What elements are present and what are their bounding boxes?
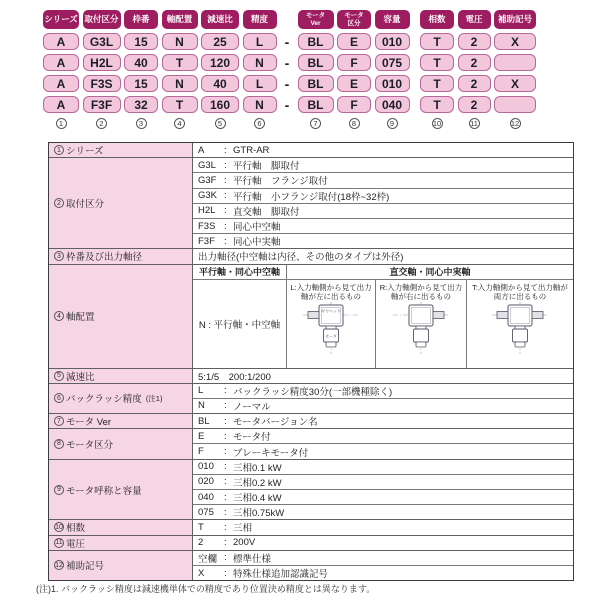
- column-number-badge: 1: [56, 118, 67, 129]
- code-value-cell: T: [162, 96, 198, 113]
- code-value-cell: N: [243, 54, 277, 71]
- spec-row-label-text: 減速比: [66, 371, 95, 383]
- item-description: 同心中空軸: [233, 222, 281, 234]
- item-colon: :: [224, 430, 227, 442]
- spec-item-row: [193, 414, 573, 428]
- item-colon: :: [224, 491, 227, 503]
- spec-row-group: [49, 428, 573, 458]
- model-code-column: [298, 10, 334, 130]
- n-arrangement-text: N : 平行軸・中空軸: [198, 319, 281, 331]
- column-number-row: [298, 118, 334, 130]
- code-column-header: [162, 10, 198, 29]
- model-code-table: [43, 10, 536, 130]
- code-column-header-line: 電圧: [465, 13, 483, 24]
- spec-item-row: [193, 203, 573, 218]
- gearmotor-diagram-both: [491, 301, 549, 355]
- shaft-config-header-row: [193, 265, 573, 280]
- shaft-arrangement-cell: [467, 280, 573, 368]
- code-column-header: [243, 10, 277, 29]
- column-number-row: [494, 118, 536, 130]
- code-value-cell: 32: [124, 96, 158, 113]
- code-value-cell: 2: [458, 33, 491, 50]
- spec-row-content: [193, 414, 573, 428]
- spec-item-row: [193, 172, 573, 187]
- spec-item-row: [193, 218, 573, 233]
- shaft-arrangement-cell: [287, 280, 376, 368]
- code-value-cell: G3L: [83, 33, 121, 50]
- model-code-column: [494, 10, 536, 130]
- code-value-cell: T: [420, 33, 454, 50]
- spec-row-label: [49, 265, 193, 368]
- row-number-badge: 10: [55, 523, 63, 531]
- item-code: 空欄: [198, 553, 218, 565]
- code-column-header: [337, 10, 371, 29]
- spec-row-content: [193, 460, 573, 520]
- code-value-cell: 010: [375, 75, 410, 92]
- spec-row-label: [49, 158, 193, 248]
- spec-row-label-text: 枠番及び出力軸径: [66, 252, 143, 264]
- spec-row-label-text: モータ Ver: [66, 417, 112, 429]
- item-description: ブレーキモータ付: [233, 447, 309, 459]
- item-description: 三相: [233, 523, 253, 535]
- column-number-row: [243, 118, 277, 130]
- item-colon: :: [224, 521, 227, 533]
- spec-row-content: [193, 249, 573, 263]
- column-number-row: [43, 118, 79, 130]
- item-code: G3F: [198, 174, 217, 186]
- spec-row-group: [49, 459, 573, 520]
- item-code: G3L: [198, 159, 216, 171]
- row-number-badge: 1: [54, 145, 64, 155]
- item-description: 平行軸 小フランジ取付(18枠~32枠): [233, 191, 390, 203]
- spec-row-label-text: 取付区分: [66, 199, 105, 211]
- svg-text:ギヤヘッド: ギヤヘッド: [321, 308, 341, 314]
- item-code: F3F: [198, 235, 215, 247]
- column-number-row: [83, 118, 121, 130]
- code-column-header-line: 枠番: [132, 13, 150, 24]
- code-value-cell: L: [243, 75, 277, 92]
- spec-row-label: [49, 369, 193, 383]
- spec-row-group: [49, 413, 573, 428]
- spec-row-label: [49, 551, 193, 580]
- item-colon: :: [224, 385, 227, 397]
- item-description: 同心中実軸: [233, 237, 281, 249]
- item-description: 特殊仕様追加認識記号: [233, 569, 329, 581]
- spec-item-row: [193, 158, 573, 172]
- footnote: (注)1. バックラッシ精度は減速機単体での精度であり位置決め精度とは異なります。: [36, 584, 376, 594]
- code-value-cell: A: [43, 54, 79, 71]
- spec-item-row: [193, 188, 573, 203]
- item-code: G3K: [198, 190, 218, 202]
- item-code: T: [198, 521, 204, 533]
- item-description: 直交軸 脚取付: [233, 206, 300, 218]
- spec-item-row: [193, 489, 573, 504]
- item-description: 三相0.75kW: [233, 508, 285, 520]
- spec-row-label: [49, 384, 193, 413]
- code-column-header: [298, 10, 334, 29]
- code-value-cell: 075: [375, 54, 410, 71]
- spec-row-content: [193, 158, 573, 248]
- spec-row-group: [49, 519, 573, 534]
- column-number-badge: 12: [510, 118, 520, 128]
- item-code: 010: [198, 461, 214, 473]
- column-number-row: [458, 118, 491, 130]
- code-value-cell: N: [162, 33, 198, 50]
- row-number-badge: 5: [54, 371, 64, 381]
- code-value-cell: A: [43, 75, 79, 92]
- code-separator: -: [284, 96, 290, 113]
- spec-item-row: [193, 460, 573, 474]
- column-number-badge: 5: [215, 118, 226, 129]
- shaft-arrangement-caption: T:入力軸側から見て出力軸が両方に出るもの: [472, 282, 568, 301]
- item-code: F3S: [198, 220, 216, 232]
- item-code: L: [198, 385, 204, 397]
- row-number-badge: 6: [54, 393, 64, 403]
- model-code-column: [458, 10, 491, 130]
- item-colon: :: [224, 159, 227, 171]
- model-code-column: [375, 10, 410, 130]
- column-number-badge: 11: [470, 118, 478, 128]
- column-number-row: [124, 118, 158, 130]
- code-value-cell: 160: [201, 96, 239, 113]
- code-column-header-line: 減速比: [207, 13, 233, 24]
- spec-item-row: [193, 520, 573, 534]
- code-separator: -: [284, 33, 290, 50]
- code-value-cell: F3F: [83, 96, 121, 113]
- item-description: 標準仕様: [233, 553, 272, 565]
- gearmotor-diagram-left: [302, 301, 360, 355]
- spec-item-row: [193, 443, 573, 458]
- row-number-badge: 12: [55, 561, 63, 569]
- model-code-column: [337, 10, 371, 130]
- code-value-cell: [494, 96, 536, 113]
- item-colon: :: [224, 537, 227, 549]
- spec-row-label-text: モータ呼称と容量: [66, 485, 142, 497]
- item-description: モータバージョン名: [233, 417, 318, 429]
- shaft-arrangement-caption: R:入力軸側から見て出力軸が右に出るもの: [379, 282, 463, 301]
- code-column-header-line: 精度: [250, 13, 268, 24]
- item-colon: :: [224, 205, 227, 217]
- spec-row-group: [49, 248, 573, 263]
- model-code-column: [43, 10, 79, 130]
- spec-row-group: [49, 383, 573, 413]
- item-colon: :: [224, 461, 227, 473]
- code-value-cell: 40: [201, 75, 239, 92]
- spec-item-row: [193, 504, 573, 519]
- spec-row-content: [193, 265, 573, 368]
- column-number-badge: 7: [310, 118, 321, 129]
- item-colon: :: [224, 220, 227, 232]
- spec-row-content: [193, 429, 573, 458]
- spec-row-label-text: バックラッシ精度: [66, 394, 142, 406]
- column-number-badge: 10: [432, 118, 442, 128]
- code-value-cell: T: [420, 75, 454, 92]
- code-value-cell: 15: [124, 75, 158, 92]
- item-colon: :: [224, 506, 227, 518]
- code-value-cell: T: [162, 54, 198, 71]
- column-number-row: [420, 118, 454, 130]
- code-column-header-line: 補助記号: [497, 13, 532, 24]
- code-column-header-line: 相数: [428, 13, 446, 24]
- n-arrangement-cell: [193, 280, 287, 368]
- spec-row-label-text: 軸配置: [66, 312, 95, 323]
- code-value-cell: 120: [201, 54, 239, 71]
- code-value-cell: A: [43, 96, 79, 113]
- item-description: 三相0.1 kW: [233, 462, 282, 474]
- model-code-column: [420, 10, 454, 130]
- item-colon: :: [224, 235, 227, 247]
- spec-item-row: [193, 143, 573, 157]
- column-number-badge: 9: [387, 118, 398, 129]
- code-value-cell: E: [337, 75, 371, 92]
- code-value-cell: 040: [375, 96, 410, 113]
- spec-item-row: [193, 249, 573, 263]
- code-column-header: [458, 10, 491, 29]
- spec-row-group: [49, 550, 573, 580]
- item-code: H2L: [198, 205, 216, 217]
- code-value-cell: F: [337, 54, 371, 71]
- spec-row-label-text: 相数: [66, 523, 86, 535]
- item-description: GTR-AR: [233, 144, 270, 156]
- code-separator: -: [284, 75, 290, 92]
- code-column-header: [83, 10, 121, 29]
- shaft-arrangement-caption: L:入力軸側から見て出力軸が左に出るもの: [290, 282, 372, 301]
- spec-row-content: [193, 520, 573, 534]
- column-number-badge: 4: [174, 118, 185, 129]
- spec-row-content: [193, 536, 573, 550]
- spacer: [280, 118, 294, 130]
- item-code: N: [198, 400, 205, 412]
- shaft-arrangement-cell: [376, 280, 467, 368]
- code-value-cell: BL: [298, 33, 334, 50]
- spec-row-group: [49, 157, 573, 248]
- code-value-cell: BL: [298, 54, 334, 71]
- item-description: 出力軸径(中空軸は内径、その他のタイプは外径): [198, 252, 404, 264]
- model-code-column: [124, 10, 158, 130]
- code-column-header: [43, 10, 79, 29]
- row-number-badge: 2: [54, 198, 64, 208]
- spec-item-row: [193, 474, 573, 489]
- code-value-cell: 010: [375, 33, 410, 50]
- spec-item-row: [193, 233, 573, 248]
- code-column-header-line: 取付区分: [84, 13, 119, 24]
- code-value-cell: A: [43, 33, 79, 50]
- spec-row-group: [49, 368, 573, 383]
- spec-row-label: [49, 414, 193, 428]
- code-column-header: [124, 10, 158, 29]
- code-value-cell: T: [420, 96, 454, 113]
- code-value-cell: BL: [298, 96, 334, 113]
- svg-text:モータ: モータ: [325, 333, 337, 339]
- column-number-badge: 6: [254, 118, 265, 129]
- row-number-badge: 8: [54, 439, 64, 449]
- spec-row-label: [49, 249, 193, 263]
- spec-item-row: [193, 536, 573, 550]
- code-value-cell: H2L: [83, 54, 121, 71]
- code-value-cell: F: [337, 96, 371, 113]
- code-value-cell: BL: [298, 75, 334, 92]
- spec-row-content: [193, 384, 573, 413]
- code-value-cell: [494, 54, 536, 71]
- code-column-header: [201, 10, 239, 29]
- item-colon: :: [224, 174, 227, 186]
- item-colon: :: [224, 552, 227, 564]
- spacer: [280, 10, 294, 29]
- item-colon: :: [224, 567, 227, 579]
- spec-row-group: [49, 535, 573, 550]
- spec-item-row: [193, 369, 573, 383]
- code-separator: -: [284, 54, 290, 71]
- model-code-column: [243, 10, 277, 130]
- spec-row-label: [49, 536, 193, 550]
- column-number-row: [162, 118, 198, 130]
- spec-item-row: [193, 398, 573, 413]
- item-code: 075: [198, 506, 214, 518]
- model-code-column: [201, 10, 239, 130]
- item-code: A: [198, 144, 205, 156]
- spec-row-label-text: 電圧: [66, 538, 86, 550]
- code-column-header-line: シリーズ: [44, 13, 78, 24]
- code-column-header-line: Ver: [310, 19, 321, 27]
- item-code: E: [198, 430, 205, 442]
- code-value-cell: E: [337, 33, 371, 50]
- item-description: 平行軸 フランジ取付: [233, 176, 328, 188]
- row-number-badge: 11: [55, 539, 63, 547]
- spec-row-label: [49, 429, 193, 458]
- code-value-cell: N: [243, 96, 277, 113]
- spec-row-label-text: シリーズ: [66, 146, 104, 158]
- spec-table: [48, 142, 574, 581]
- row-number-badge: 9: [54, 485, 64, 495]
- item-description: ノーマル: [233, 401, 271, 413]
- column-number-row: [201, 118, 239, 130]
- column-number-row: [337, 118, 371, 130]
- item-code: 020: [198, 476, 214, 488]
- orthogonal-shaft-header: 直交軸・同心中実軸: [389, 267, 471, 277]
- item-description: 200V: [233, 537, 256, 549]
- gearmotor-diagram-right: [392, 301, 450, 355]
- row-number-badge: 4: [54, 311, 64, 321]
- code-value-cell: T: [420, 54, 454, 71]
- item-colon: :: [224, 400, 227, 412]
- spec-row-label: [49, 460, 193, 520]
- code-value-cell: 2: [458, 54, 491, 71]
- item-colon: :: [224, 415, 227, 427]
- spec-row-content: [193, 551, 573, 580]
- column-number-badge: 2: [96, 118, 107, 129]
- item-description: 三相0.4 kW: [233, 493, 282, 505]
- code-column-header: [420, 10, 454, 29]
- spec-row-content: [193, 369, 573, 383]
- code-column-header: [375, 10, 410, 29]
- spec-row-label-note: (注1): [145, 393, 163, 403]
- model-code-separator-column: [280, 10, 294, 130]
- code-value-cell: 40: [124, 54, 158, 71]
- code-column-header-line: 区分: [347, 19, 361, 27]
- item-description: 5:1/5 200:1/200: [198, 371, 271, 383]
- code-column-header: [494, 10, 536, 29]
- item-code: 2: [198, 537, 204, 549]
- parallel-shaft-header: 平行軸・同心中空軸: [193, 265, 287, 279]
- item-code: BL: [198, 415, 210, 427]
- row-number-badge: 7: [54, 416, 64, 426]
- spec-item-row: [193, 384, 573, 398]
- code-value-cell: X: [494, 75, 536, 92]
- code-value-cell: F3S: [83, 75, 121, 92]
- spec-item-row: [193, 551, 573, 565]
- item-colon: :: [224, 446, 227, 458]
- code-column-header-line: 軸配置: [166, 13, 193, 24]
- spec-row-label: [49, 520, 193, 534]
- spec-row-label-text: モータ区分: [66, 439, 114, 451]
- item-description: モータ付: [233, 432, 271, 444]
- item-description: 三相0.2 kW: [233, 477, 282, 489]
- model-code-column: [162, 10, 198, 130]
- item-code: X: [198, 567, 205, 579]
- item-colon: :: [224, 476, 227, 488]
- item-code: F: [198, 446, 204, 458]
- column-number-row: [375, 118, 410, 130]
- spec-item-row: [193, 565, 573, 580]
- spec-row-label: [49, 143, 193, 157]
- code-value-cell: L: [243, 33, 277, 50]
- shaft-config-block: [193, 265, 573, 368]
- column-number-badge: 8: [349, 118, 360, 129]
- code-column-header-line: モータ: [305, 11, 326, 19]
- code-value-cell: 2: [458, 75, 491, 92]
- code-value-cell: 15: [124, 33, 158, 50]
- item-colon: :: [224, 190, 227, 202]
- shaft-config-body-row: [193, 280, 573, 368]
- item-code: 040: [198, 491, 214, 503]
- code-column-header-line: モータ: [344, 11, 364, 19]
- item-description: 平行軸 脚取付: [233, 161, 300, 173]
- code-column-header-line: 容量: [383, 13, 401, 24]
- spec-row-group: [49, 264, 573, 368]
- code-value-cell: 25: [201, 33, 239, 50]
- item-description: バックラッシ精度30分(一部機種除く): [233, 386, 393, 398]
- code-value-cell: 2: [458, 96, 491, 113]
- spec-row-group: [49, 143, 573, 157]
- spec-item-row: [193, 429, 573, 443]
- row-number-badge: 3: [54, 251, 64, 261]
- spec-row-content: [193, 143, 573, 157]
- code-value-cell: N: [162, 75, 198, 92]
- code-value-cell: X: [494, 33, 536, 50]
- model-code-column: [83, 10, 121, 130]
- spec-row-label-text: 補助記号: [66, 561, 105, 573]
- column-number-badge: 3: [136, 118, 147, 129]
- item-colon: :: [224, 144, 227, 156]
